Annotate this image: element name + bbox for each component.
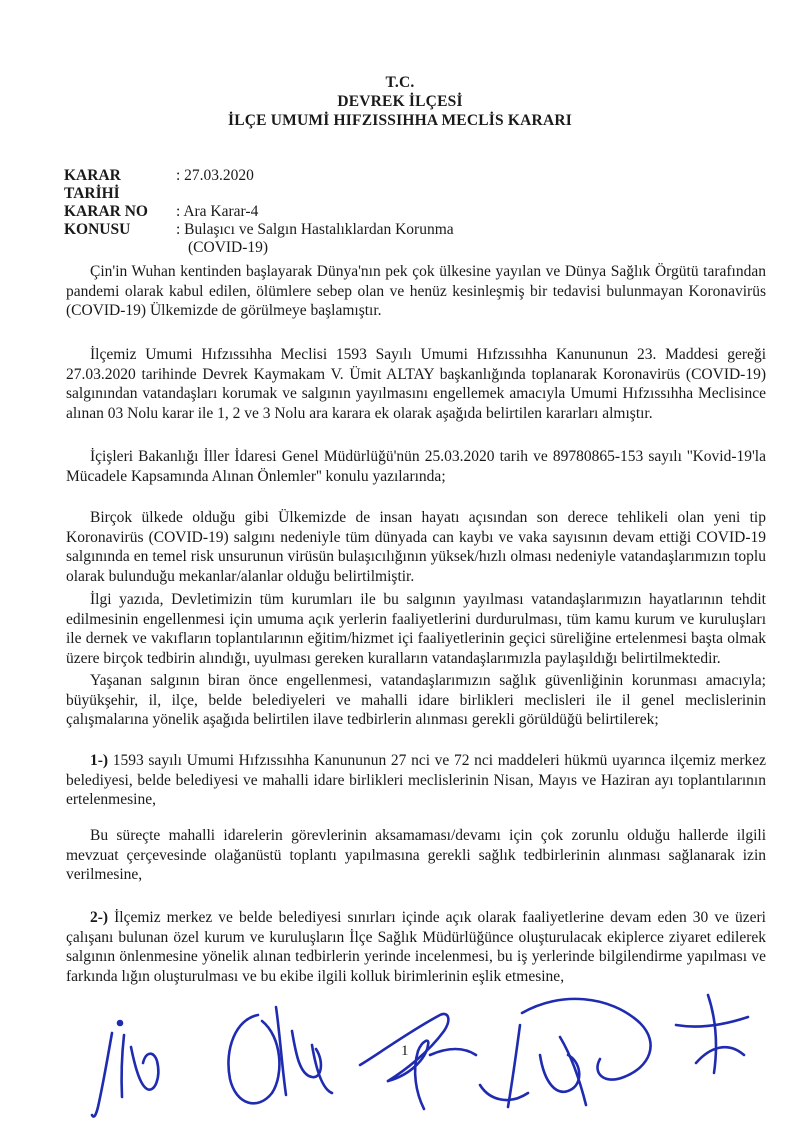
decision-meta — [64, 167, 454, 257]
signature-6 — [676, 995, 748, 1073]
paragraph-article-1 — [66, 751, 766, 810]
signature-3 — [360, 1014, 476, 1109]
header-tc: T.C. — [385, 74, 415, 91]
signature-2 — [228, 1007, 332, 1103]
paragraph-risk: Birçok ülkede olduğu gibi Ülkemizde de insan hayatı açısından son derece tehlikeli olan yeni tip Koronavirüs (COVID-19) salgını nedeniyle tüm dünyada can kaybı ve vaka sayısının devam ettiği COVID-19 salgınında en temel risk unsurunun virüsün bulaşıcılığının yüksek/hızlı olması nedeniyle vatandaşlarımızın toplu olarak bulunduğu mekanlar/alanlar olduğu belirtilmiştir. — [66, 509, 766, 585]
signature-5 — [522, 999, 651, 1105]
meta-no-value: : Ara Karar-4 — [176, 203, 259, 220]
paragraph-ministry-letter: İçişleri Bakanlığı İller İdaresi Genel Müdürlüğü'nün 25.03.2020 tarih ve 89780865-153 sayılı ''Kovid-19'la Mücadele Kapsamında Alınan Önlemler'' konulu yazılarında; — [66, 448, 766, 485]
paragraph-additional: Yaşanan salgının biran önce engellenmesi, vatandaşlarımızın sağlık güvenliğinin korunması amacıyla; büyükşehir, il, ilçe, belde belediyeleri ve mahalli idare birlikleri meclisleri ile il genel meclislerinin çalışmalarına yönelik aşağıda belirtilen ilave tedbirlerin alınması gerekli görüldüğü belirtilerek; — [66, 672, 766, 729]
meta-date-row — [64, 167, 454, 203]
paragraph-measures: İlgi yazıda, Devletimizin tüm kurumları ile bu salgının yayılması vatandaşlarımızın hayatlarının tehdit edilmesinin engellenmesi için umuma açık yerlerin faaliyetlerini durdurulması, tüm kamu kurum ve kuruluşları ile dernek ve vakıfların toplantılarının eğitim/hizmet içi faaliyetlerinin geçici süreliğine ertelenmesi başta olmak üzere birçok tedbirin alındığı, uyulması gereken kuralların vatandaşlarımızla paylaşıldığı belirtilmektedir. — [66, 591, 766, 667]
article-1-number: 1-) — [90, 752, 109, 769]
meta-subject-value-2: (COVID-19) — [188, 239, 269, 256]
signature-4 — [480, 1025, 579, 1107]
meta-no-label: KARAR NO — [64, 203, 148, 220]
meta-subject-value: : Bulaşıcı ve Salgın Hastalıklardan Korunma — [176, 221, 454, 238]
article-2-text: İlçemiz merkez ve belde belediyesi sınırları içinde açık olarak faaliyetlerine devam eden 30 ve üzeri çalışanı bulunan özel kurum ve kuruluşların İlçe Sağlık Müdürlüğünce oluşturulacak ekiplerce ziyaret edilerek salgının önlenmesine yönelik alınan tedbirlerin yerinde incelenmesi, bu iş yerlerinde bilgilendirme yapılması ve farkında lığın oluşturulması ve bu ekibe ilgili kolluk birimlerinin eşlik etmesine, — [66, 909, 766, 985]
header-district: DEVREK İLÇESİ — [337, 93, 463, 110]
meta-date-value: : 27.03.2020 — [176, 167, 254, 184]
paragraph-article-2 — [66, 908, 766, 986]
page-number: 1 — [401, 1043, 409, 1059]
article-1-text: 1593 sayılı Umumi Hıfzıssıhha Kanununun 27 nci ve 72 nci maddeleri hükmü uyarınca ilçemiz merkez belediyesi, belde belediyesi ve mahalli idare birlikleri meclislerinin Nisan, Mayıs ve Haziran ayı toplantılarının ertelenmesine, — [66, 752, 766, 809]
paragraph-meeting: İlçemiz Umumi Hıfzıssıhha Meclisi 1593 Sayılı Umumi Hıfzıssıhha Kanununun 23. Maddesi gereği 27.03.2020 tarihinde Devrek Kaymakam V. Ümit ALTAY başkanlığında toplanarak Koronavirüs (COVID-19) salgınından vatandaşları korumak ve salgının yayılmasını engellemek amacıyla Umumi Hıfzıssıhha Meclisince alınan 03 Nolu karar ile 1, 2 ve 3 Nolu ara karara ek olarak aşağıda belirtilen kararları almıştır. — [66, 346, 766, 422]
article-2-number: 2-) — [90, 909, 109, 926]
header-title: İLÇE UMUMİ HIFZISSIHHA MECLİS KARARI — [228, 112, 572, 129]
meta-subject-label: KONUSU — [64, 221, 131, 238]
document-header — [0, 73, 800, 130]
paragraph-intro: Çin'in Wuhan kentinden başlayarak Dünya'nın pek çok ülkesine yayılan ve Dünya Sağlık Örgütü tarafından pandemi olarak kabul edilen, ölümlere sebep olan ve henüz kesinleşmiş bir tedavisi bulunmayan Koronavirüs (COVID-19) Ülkemizde de görülmeye başlamıştır. — [66, 263, 766, 320]
signatures-area — [0, 985, 800, 1125]
meta-subject-row — [64, 221, 454, 239]
meta-date-label: KARAR TARİHİ — [64, 167, 121, 202]
paragraph-exception: Bu süreçte mahalli idarelerin görevlerinin aksamaması/devamı için çok zorunlu olduğu hallerde ilgili mevzuat çerçevesinde olağanüstü toplantı yapılmasına gerekli sağlık tedbirlerinin alınması sağlanarak izin verilmesine, — [66, 827, 766, 884]
signature-1 — [92, 1021, 158, 1117]
meta-no-row — [64, 203, 454, 221]
meta-subject-row-2 — [64, 239, 454, 257]
